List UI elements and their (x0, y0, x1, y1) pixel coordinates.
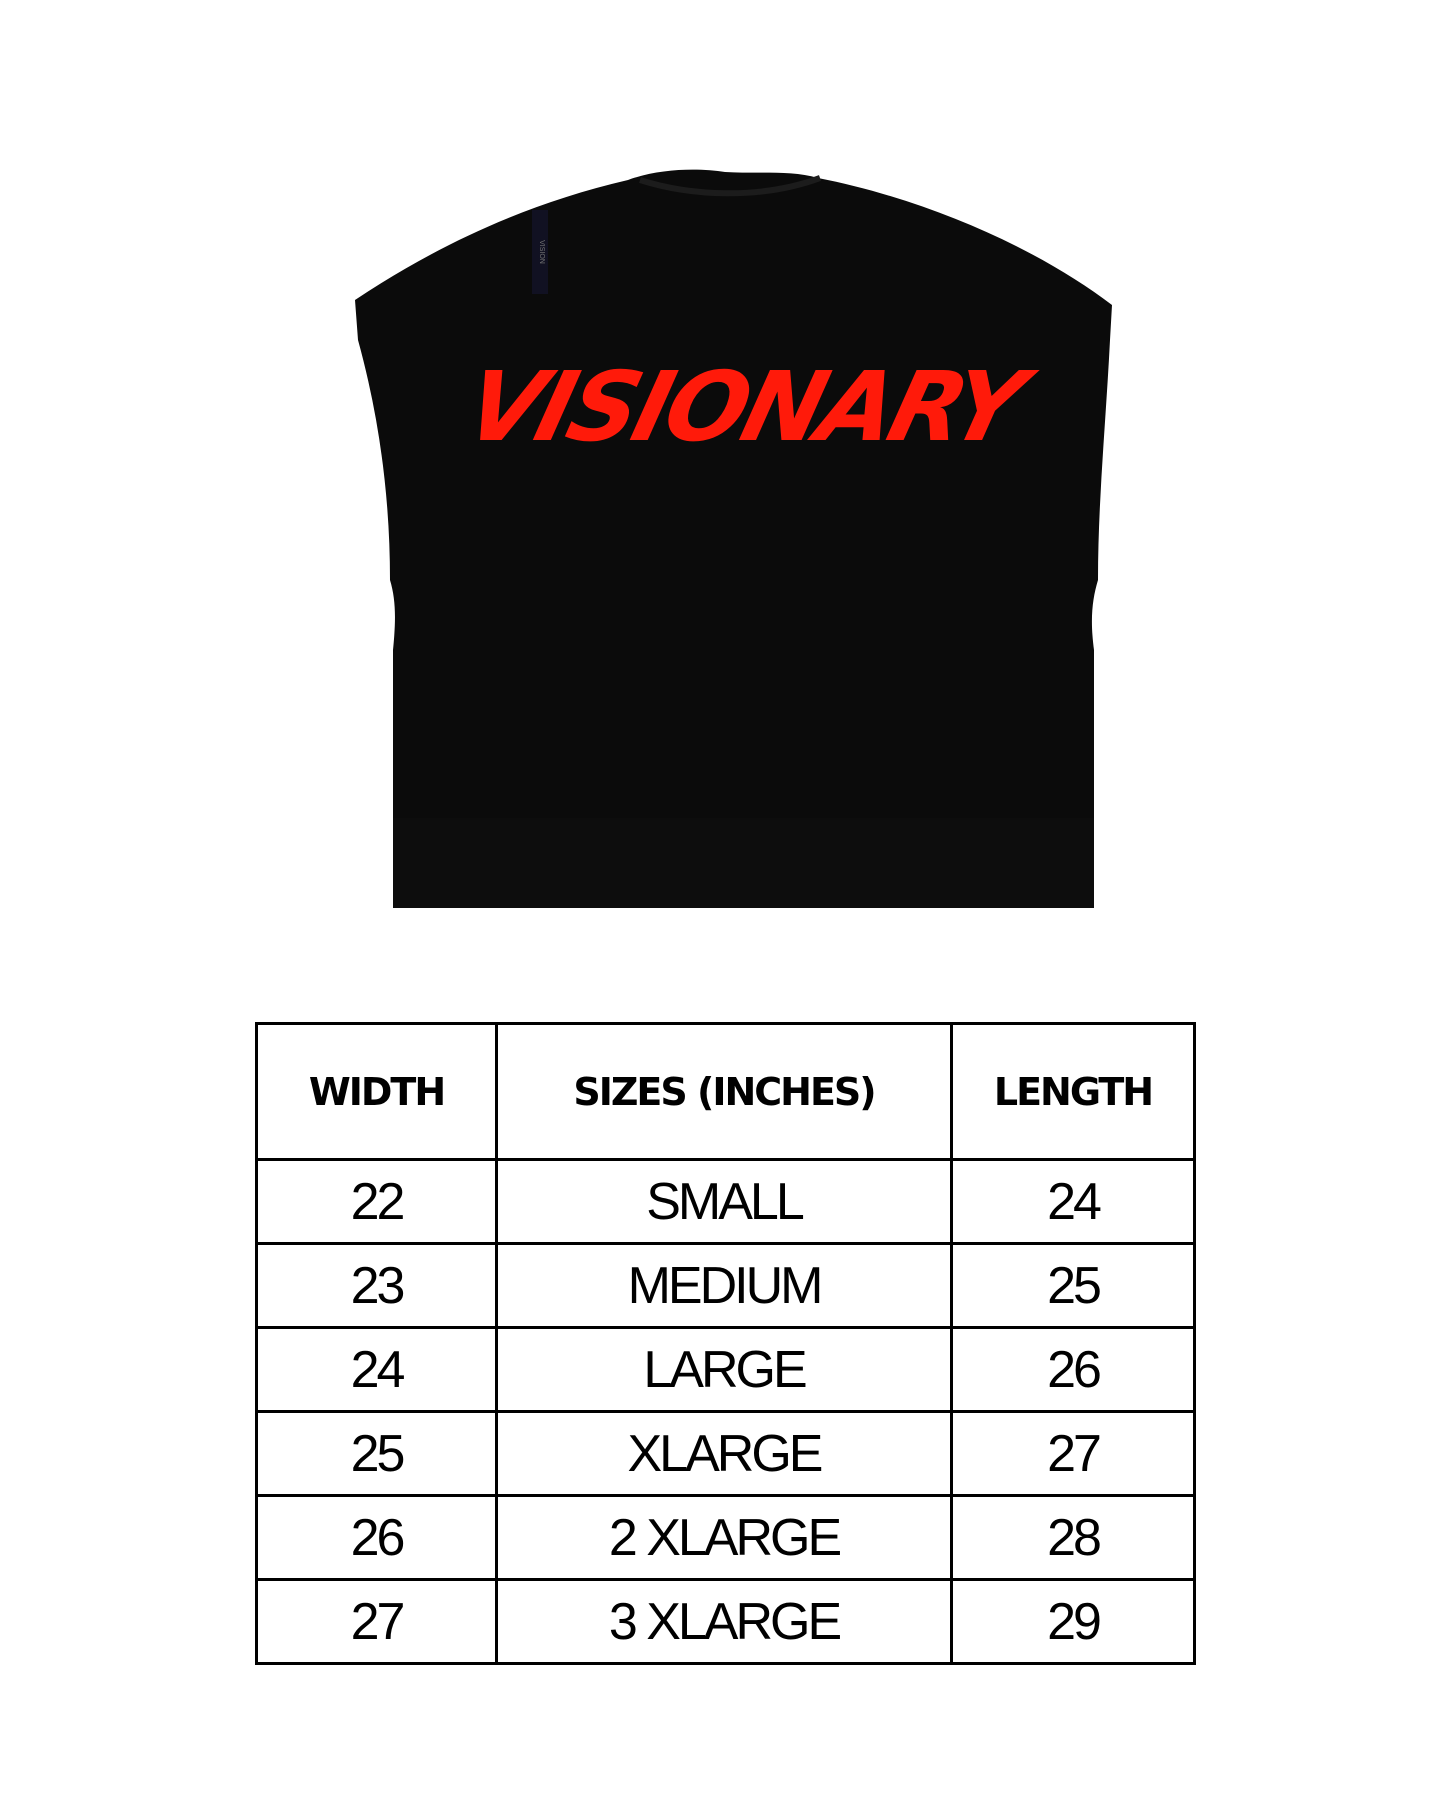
cell-width: 22 (257, 1160, 497, 1244)
shirt-body (355, 170, 1112, 908)
cell-length: 26 (952, 1328, 1195, 1412)
cell-size: 2 XLARGE (497, 1496, 952, 1580)
header-length: LENGTH (952, 1024, 1195, 1160)
table-row (257, 1328, 1195, 1412)
table-row (257, 1244, 1195, 1328)
cell-size: MEDIUM (497, 1244, 952, 1328)
cell-width: 24 (257, 1328, 497, 1412)
size-chart-table (255, 1022, 1196, 1665)
shirt-hem (393, 818, 1094, 908)
table-header-row (257, 1024, 1195, 1160)
cell-length: 28 (952, 1496, 1195, 1580)
cell-size: XLARGE (497, 1412, 952, 1496)
chest-print-text: VISIONARY (454, 351, 1033, 463)
header-sizes: SIZES (INCHES) (497, 1024, 952, 1160)
cell-length: 24 (952, 1160, 1195, 1244)
cell-width: 25 (257, 1412, 497, 1496)
cell-length: 27 (952, 1412, 1195, 1496)
header-width: WIDTH (257, 1024, 497, 1160)
cell-size: 3 XLARGE (497, 1580, 952, 1664)
table-row (257, 1580, 1195, 1664)
cell-width: 26 (257, 1496, 497, 1580)
cell-length: 29 (952, 1580, 1195, 1664)
cell-width: 23 (257, 1244, 497, 1328)
cell-size: SMALL (497, 1160, 952, 1244)
table-row (257, 1160, 1195, 1244)
cell-width: 27 (257, 1580, 497, 1664)
neck-label-text: VISION (538, 240, 545, 264)
table-row (257, 1496, 1195, 1580)
table-row (257, 1412, 1195, 1496)
cell-size: LARGE (497, 1328, 952, 1412)
cell-length: 25 (952, 1244, 1195, 1328)
